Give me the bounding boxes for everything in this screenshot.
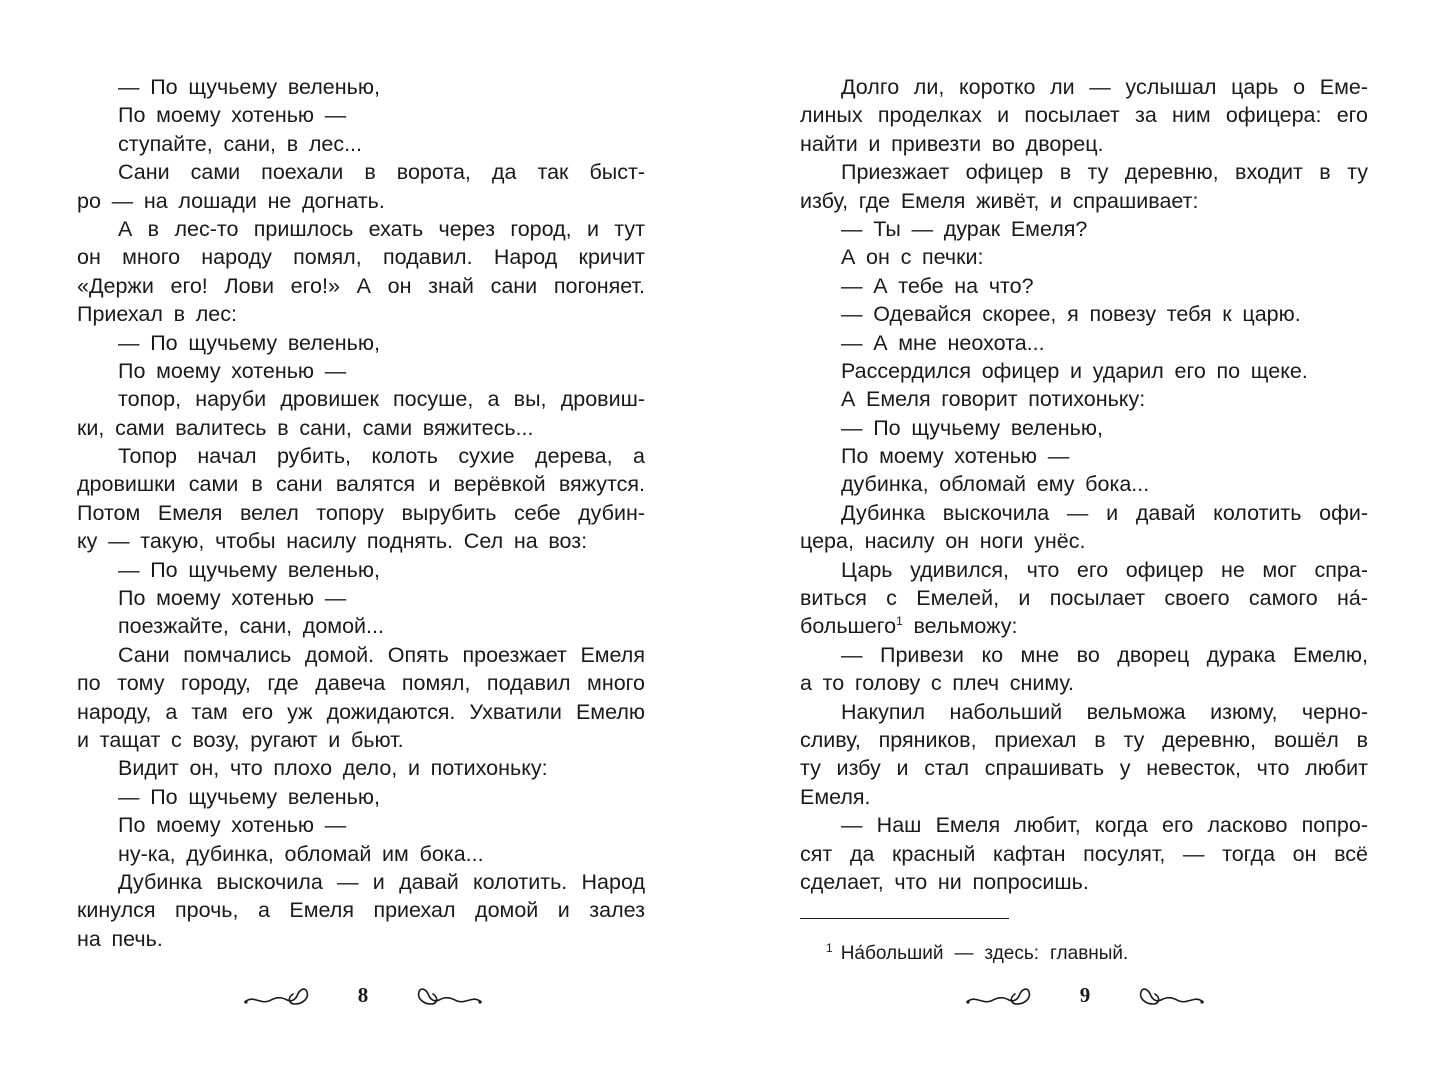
line-text: Приезжает офицер в ту деревню, входит в ту (841, 160, 1368, 185)
text-line (77, 527, 645, 555)
right-page-text (800, 73, 1368, 896)
line-text: А он с печки: (841, 245, 984, 270)
line-text: А в лес-то пришлось ехать через город, и тут (118, 216, 645, 241)
text-line (800, 754, 1368, 782)
line-text: Дубинка выскочила — и давай колотить офи- (841, 500, 1368, 525)
text-line (77, 470, 645, 498)
line-text: народу, а там его уж дожидаются. Ухватили Емелю (77, 699, 645, 724)
text-line (77, 272, 645, 300)
text-line (77, 868, 645, 896)
line-text: ну-ка, дубинка, обломай им бока... (118, 841, 484, 866)
line-text: Царь удивился, что его офицер не мог спра- (841, 557, 1368, 582)
text-line (800, 272, 1368, 300)
line-text: кинулся прочь, а Емеля приехал домой и залез (77, 898, 645, 923)
line-text: найти и привезти во дворец. (800, 131, 1104, 156)
line-text: Накупил набольший вельможа изюму, черно- (841, 699, 1368, 724)
text-line (77, 101, 645, 129)
text-line (800, 556, 1368, 584)
text-line (800, 726, 1368, 754)
text-line (77, 187, 645, 215)
line-text: — Ты — дурак Емеля? (841, 216, 1088, 241)
text-line (800, 158, 1368, 186)
text-line (77, 300, 645, 328)
line-text: — Наш Емеля любит, когда его ласково попро- (841, 813, 1368, 838)
line-text: Потом Емеля велел топору вырубить себе дубин- (77, 500, 645, 525)
line-text: Дубинка выскочила — и давай колотить. Народ (118, 869, 645, 894)
text-line (77, 612, 645, 640)
line-text: «Держи его! Лови его!» А он знай сани погоняет. (77, 273, 645, 298)
line-text: — По щучьему веленью, (841, 415, 1103, 440)
text-line (77, 73, 645, 101)
text-line (800, 357, 1368, 385)
text-line (77, 584, 645, 612)
line-text: а то голову с плеч сниму. (800, 671, 1074, 696)
line-text: По моему хотенью — (118, 103, 347, 128)
page-number-left: 8 (357, 982, 369, 1007)
footnote-reference: 1 (896, 614, 903, 629)
line-text: ступайте, сани, в лес... (118, 131, 363, 156)
line-text: По моему хотенью — (118, 586, 347, 611)
line-text: сделает, что ни попросишь. (800, 869, 1089, 894)
text-line (800, 868, 1368, 896)
text-line (77, 925, 645, 953)
text-line (800, 811, 1368, 839)
text-line (800, 698, 1368, 726)
text-line (800, 130, 1368, 158)
line-text: Сани сами поехали в ворота, да так быст- (118, 160, 645, 185)
text-line (77, 499, 645, 527)
line-text: По моему хотенью — (841, 444, 1070, 469)
text-line (77, 442, 645, 470)
line-text: ку — такую, чтобы насилу поднять. Сел на воз: (77, 529, 588, 554)
line-text: дубинка, обломай ему бока... (841, 472, 1150, 497)
text-line (77, 811, 645, 839)
text-line (77, 158, 645, 186)
line-text: линых проделках и посылает за ним офицера: его (800, 103, 1368, 128)
text-line (800, 584, 1368, 612)
text-line (77, 896, 645, 924)
right-page-folio (965, 978, 1205, 1012)
line-text: Приехал в лес: (77, 302, 237, 327)
line-text: ту избу и стал спрашивать у невесток, что любит (800, 756, 1368, 781)
line-text: А Емеля говорит потихоньку: (841, 387, 1146, 412)
line-text: топор, наруби дровишек посуше, а вы, дровиш- (118, 387, 645, 412)
text-line (800, 641, 1368, 669)
line-text: По моему хотенью — (118, 813, 347, 838)
line-text: и тащат с возу, ругают и бьют. (77, 727, 404, 752)
line-text: сят да красный кафтан посулят, — тогда он всё (800, 841, 1368, 866)
line-text: ро — на лошади не догнать. (77, 188, 385, 213)
line-text: Долго ли, коротко ли — услышал царь о Еме- (841, 75, 1368, 99)
line-text: — А мне неохота... (841, 330, 1045, 355)
text-line (77, 130, 645, 158)
text-line (800, 414, 1368, 442)
text-line (800, 612, 1368, 640)
line-text: По моему хотенью — (118, 358, 347, 383)
text-line (800, 527, 1368, 555)
text-line (77, 840, 645, 868)
line-text: — А тебе на что? (841, 273, 1034, 298)
line-text: Рассердился офицер и ударил его по щеке. (841, 358, 1308, 383)
text-line (800, 499, 1368, 527)
text-line (77, 754, 645, 782)
text-line (77, 698, 645, 726)
line-text: на печь. (77, 926, 163, 951)
line-text: виться с Емелей, и посылает своего самого на́- (800, 586, 1368, 611)
text-line (800, 840, 1368, 868)
left-page-folio (243, 978, 483, 1012)
line-text: сливу, пряников, приехал в ту деревню, вошёл в (800, 727, 1368, 752)
line-text: — По щучьему веленью, (118, 330, 380, 355)
line-text: — Привези ко мне во дворец дурака Емелю, (841, 642, 1368, 667)
line-text: — По щучьему веленью, (118, 557, 380, 582)
flourish-right-icon (1139, 980, 1205, 1010)
text-line (800, 243, 1368, 271)
text-line (77, 556, 645, 584)
text-line (800, 470, 1368, 498)
text-line (77, 357, 645, 385)
flourish-left-icon (243, 980, 309, 1010)
line-text: Емеля. (800, 784, 871, 809)
text-line (77, 414, 645, 442)
text-line (77, 641, 645, 669)
footnote-marker: 1 (826, 941, 833, 955)
page-number-right: 9 (1079, 982, 1091, 1007)
line-text: Сани помчались домой. Опять проезжает Емеля (118, 642, 645, 667)
footnote (826, 936, 1128, 966)
footnote-rule (800, 918, 1009, 919)
text-line (77, 726, 645, 754)
text-line (77, 669, 645, 697)
line-text: он много народу помял, подавил. Народ кричит (77, 245, 645, 270)
line-text: избу, где Емеля живёт, и спрашивает: (800, 188, 1199, 213)
line-text: Видит он, что плохо дело, и потихоньку: (118, 756, 548, 781)
line-text: по тому городу, где давеча помял, подавил много (77, 671, 645, 696)
line-text: ки, сами валитесь в сани, сами вяжитесь... (77, 415, 534, 440)
text-line (800, 215, 1368, 243)
footnote-text: На́больший — здесь: главный. (840, 943, 1129, 964)
text-line (800, 300, 1368, 328)
text-line (77, 783, 645, 811)
text-line (800, 669, 1368, 697)
line-text: Топор начал рубить, колоть сухие дерева, а (118, 444, 645, 469)
line-text: цера, насилу он ноги унёс. (800, 529, 1086, 554)
text-line (800, 385, 1368, 413)
line-text: — По щучьему веленью, (118, 784, 380, 809)
left-page-text (77, 73, 645, 953)
line-text: поезжайте, сани, домой... (118, 614, 384, 639)
line-text: большего (800, 614, 897, 639)
text-line (800, 329, 1368, 357)
line-text: — Одевайся скорее, я повезу тебя к царю. (841, 302, 1301, 327)
text-line (77, 243, 645, 271)
flourish-right-icon (417, 980, 483, 1010)
text-line (800, 73, 1368, 101)
text-line (800, 101, 1368, 129)
text-line (77, 329, 645, 357)
text-line (800, 783, 1368, 811)
flourish-left-icon (965, 980, 1031, 1010)
text-line (800, 187, 1368, 215)
text-line (77, 215, 645, 243)
line-text: — По щучьему веленью, (118, 75, 380, 99)
line-text: дровишки сами в сани валятся и верёвкой вяжутся. (77, 472, 645, 497)
text-line (800, 442, 1368, 470)
text-line (77, 385, 645, 413)
line-text-after: вельможу: (902, 614, 1018, 639)
